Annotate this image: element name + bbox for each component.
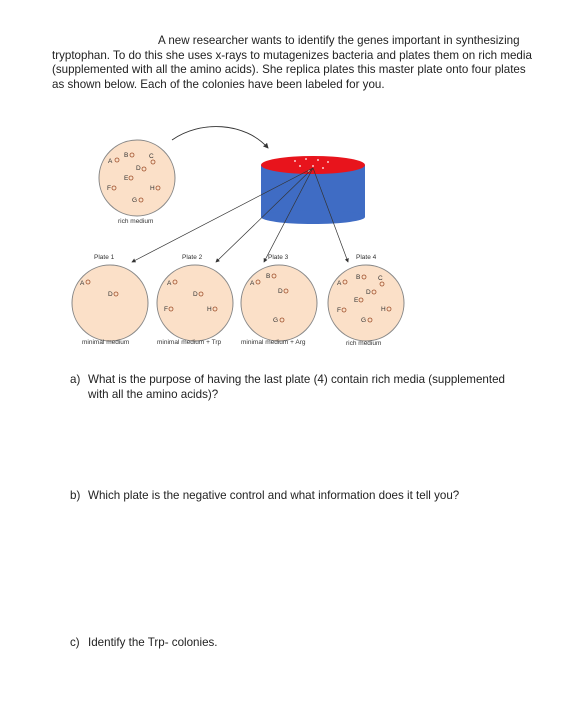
plate-2-colony-f: F [164,306,168,313]
plate-4-title: Plate 4 [356,254,377,261]
master-colony-h: H [150,185,155,192]
master-colony-f: F [107,185,111,192]
master-colony-a: A [108,158,113,165]
plate-3-title: Plate 3 [268,254,289,261]
plate-1-colony-d: D [108,291,113,298]
plate-3-medium: minimal medium + Arg [241,339,306,346]
plate-4-colony-e: E [354,297,359,304]
plate-3-colony-a: A [250,280,255,287]
master-colony-b: B [124,152,129,159]
question-b-label: b) [70,489,81,502]
master-colony-d: D [136,165,141,172]
transfer-arrow [172,127,268,148]
plate-1 [72,254,148,346]
plate-3-colony-g: G [273,317,279,324]
plate-4-colony-g: G [361,317,367,324]
plate-2-medium: minimal medium + Trp [157,339,222,346]
question-c-text: Identify the Trp- colonies. [88,636,218,649]
plate-1-medium: minimal medium [82,339,130,346]
question-c-label: c) [70,636,80,649]
master-colony-e: E [124,175,129,182]
plate-4-colony-a: A [337,280,342,287]
plate-4-colony-b: B [356,274,361,281]
plate-4-colony-f: F [337,307,341,314]
master-plate-label: rich medium [118,218,154,225]
plate-2-colony-d: D [193,291,198,298]
plate-4-medium: rich medium [346,340,382,347]
velvet-block [261,156,365,224]
plate-3 [241,254,317,346]
question-a-text: What is the purpose of having the last plate (4) contain rich media (supplemented with all the amino acids)? [88,373,505,401]
plate-2-colony-h: H [207,306,212,313]
intro-text: A new researcher wants to identify the genes important in synthesizing tryptophan. To do this she uses x-rays to mutagenizes bacteria and plates them on rich media (supplemented with all the amino acids). She replica plates this master plate onto four plates as shown below. Each of the colonies have been labeled for you. [52,34,532,91]
plate-4-colony-d: D [366,289,371,296]
plate-1-colony-a: A [80,280,85,287]
question-b [70,489,528,504]
master-colony-c: C [149,153,154,160]
question-a-label: a) [70,373,81,386]
plate-2-colony-a: A [167,280,172,287]
plate-3-colony-d: D [278,288,283,295]
plate-4-colony-h: H [381,306,386,313]
plate-2-title: Plate 2 [182,254,203,261]
plate-4 [328,254,404,347]
plate-2 [157,254,233,346]
plate-4-colony-c: C [378,275,383,282]
master-plate [99,140,175,216]
plate-1-title: Plate 1 [94,254,115,261]
question-c [70,636,528,651]
master-colony-g: G [132,197,138,204]
plate-3-colony-b: B [266,273,271,280]
question-b-text: Which plate is the negative control and what information does it tell you? [88,489,460,502]
question-a [70,373,528,403]
